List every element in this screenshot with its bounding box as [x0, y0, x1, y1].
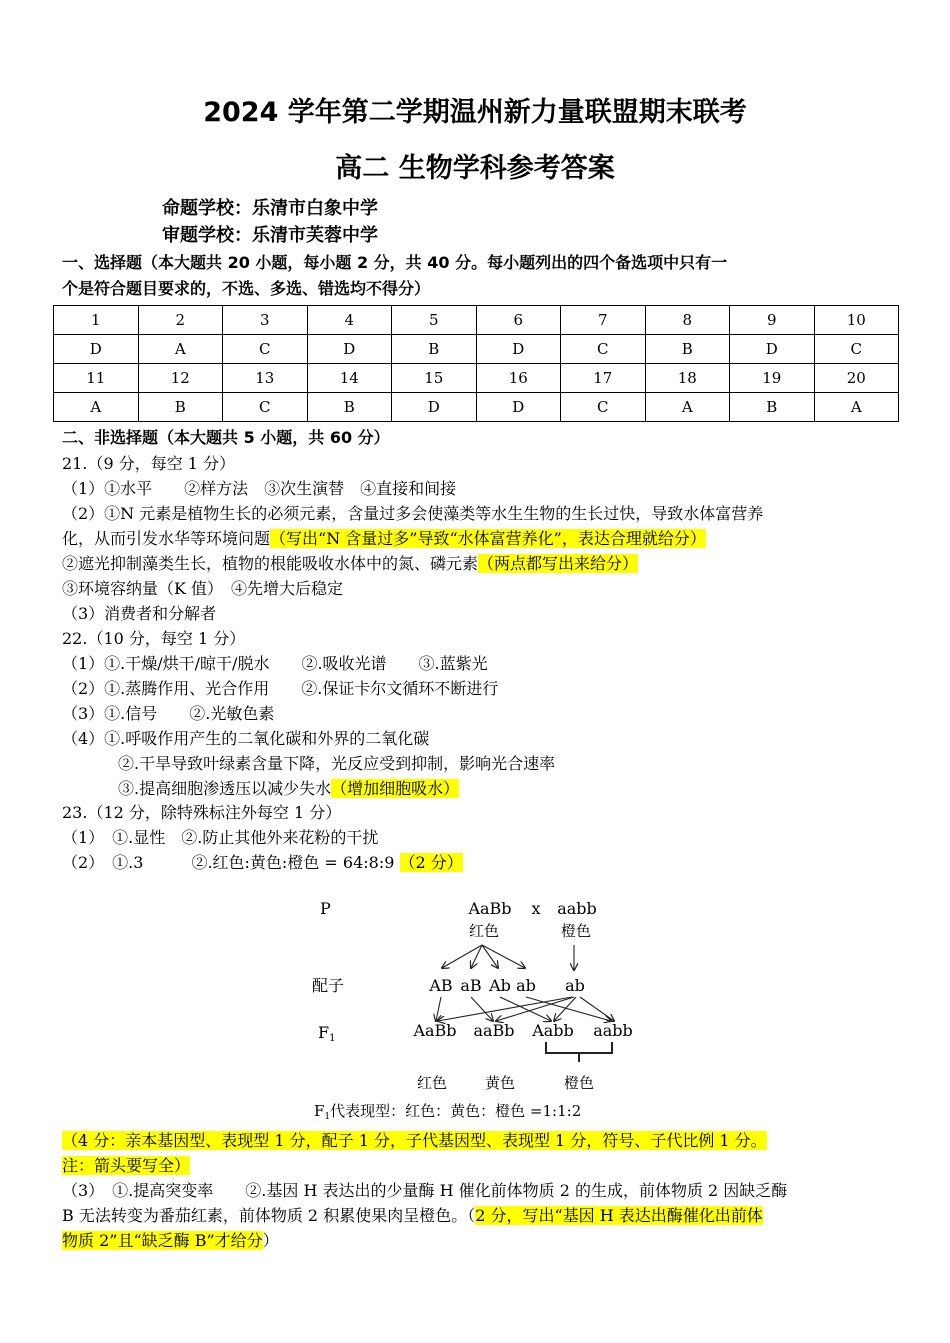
arrow-g4 — [526, 997, 611, 1021]
q23-a3-line1: （3） ①.提高突变率 ②.基因 H 表达出的少量酶 H 催化前体物质 2 的生成，前体物质 2 因缺乏酶 — [62, 1181, 788, 1200]
answer-cell: C — [814, 335, 899, 364]
q21-a2-line2-highlight: （写出“N 含量过多”导致“水体富营养化”，表达合理就给分） — [270, 529, 706, 548]
question-number-cell: 15 — [392, 364, 477, 393]
arrow-g5 — [438, 997, 572, 1021]
answer-cell: A — [645, 393, 730, 422]
question-number-cell: 2 — [138, 306, 223, 335]
gamete-Ab: Ab — [489, 976, 511, 995]
section1-heading-line2: 个是符合题目要求的，不选、多选、错选均不得分） — [62, 279, 431, 298]
offspring-aaBb: aaBb — [473, 1021, 515, 1040]
answer-cell: B — [138, 393, 223, 422]
arrow-g2 — [471, 997, 493, 1021]
answer-cell: A — [54, 393, 139, 422]
answer-cell: A — [138, 335, 223, 364]
q23-a3-line3-highlight: 物质 2”且“缺乏酶 B”才给分 — [62, 1231, 263, 1250]
q21-a2-line4: ③环境容纳量（K 值） ④先增大后稳定 — [62, 579, 344, 598]
parent-arrows — [442, 945, 574, 970]
question-number-cell: 5 — [392, 306, 477, 335]
question-number-cell: 14 — [307, 364, 392, 393]
cross-symbol: x — [531, 899, 541, 918]
q22-head: 22.（10 分，每空 1 分） — [62, 629, 246, 648]
q23-note-line2: 注：箭头要写全） — [62, 1156, 191, 1175]
q21-a2-line1: （2）①N 元素是植物生长的必须元素，含量过多会使藻类等水生生物的生长过快，导致水体富营养 — [62, 504, 764, 523]
q23-a2-highlight: （2 分） — [399, 853, 463, 872]
answer-cell: D — [307, 335, 392, 364]
gamete-aB: aB — [460, 976, 482, 995]
question-number-row — [54, 306, 899, 335]
f1-label: F1 — [318, 1023, 336, 1044]
arrow-p-ab3 — [482, 945, 498, 968]
section1-heading — [62, 250, 892, 302]
q23-a3-line2-highlight: 2 分，写出“基因 H 表达出酶催化出前体 — [475, 1206, 763, 1225]
answer-cell: C — [223, 393, 308, 422]
question-number-cell: 8 — [645, 306, 730, 335]
answer-cell: D — [54, 335, 139, 364]
q22-a1: （1）①.干燥/烘干/晾干/脱水 ②.吸收光谱 ③.蓝紫光 — [62, 654, 488, 673]
question-number-row — [54, 364, 899, 393]
arrow-g7 — [554, 997, 576, 1021]
arrow-g1 — [436, 997, 441, 1021]
section2-heading: 二、非选择题（本大题共 5 小题，共 60 分） — [62, 428, 390, 447]
q23-a3-line3 — [62, 1229, 279, 1253]
answer-cell: D — [476, 393, 561, 422]
offspring-aabb: aabb — [593, 1021, 633, 1040]
q23-a1: （1） ①.显性 ②.防止其他外来花粉的干扰 — [62, 828, 379, 847]
q22-a2: （2）①.蒸腾作用、光合作用 ②.保证卡尔文循环不断进行 — [62, 679, 499, 698]
answer-cell: B — [730, 393, 815, 422]
reviewer-school: 审题学校：乐清市芙蓉中学 — [162, 225, 378, 246]
q21-a2-line3-text: ②遮光抑制藻类生长，植物的根能吸收水体中的氮、磷元素 — [62, 554, 479, 573]
q23-head: 23.（12 分，除特殊标注外每空 1 分） — [62, 803, 342, 822]
question-number-cell: 7 — [561, 306, 646, 335]
q23-a3-line3-tail: ） — [262, 1231, 279, 1250]
question-number-cell: 19 — [730, 364, 815, 393]
question-number-cell: 17 — [561, 364, 646, 393]
page-title: 2024 学年第二学期温州新力量联盟期末联考 — [203, 97, 747, 128]
q21-a3: （3）消费者和分解者 — [62, 604, 217, 623]
question-number-cell: 1 — [54, 306, 139, 335]
q22-a4-3 — [118, 777, 459, 801]
gamete-label: 配子 — [312, 976, 345, 995]
answer-cell: B — [392, 335, 477, 364]
arrow-p-ab4 — [482, 945, 525, 968]
q23-a3-line2-text: B 无法转变为番茄红素，前体物质 2 积累使果肉呈橙色。（ — [62, 1206, 476, 1225]
p-label: P — [320, 899, 331, 918]
q23-a2-text: （2） ①.3 ②.红色:黄色:橙色 = 64:8:9 — [62, 853, 395, 872]
gamete-arrows — [436, 997, 614, 1021]
q22-a3: （3）①.信号 ②.光敏色素 — [62, 704, 275, 723]
q22-a4-3-text: ③.提高细胞渗透压以减少失水 — [118, 779, 332, 798]
pheno-red: 红色 — [416, 1074, 448, 1092]
offspring-bracket — [546, 1042, 612, 1062]
q21-head: 21.（9 分，每空 1 分） — [62, 454, 236, 473]
q21-a2-line2-text: 化，从而引发水华等环境问题 — [62, 529, 271, 548]
gamete-ab-1: ab — [516, 976, 536, 995]
answer-cell: C — [561, 335, 646, 364]
offspring-Aabb: Aabb — [532, 1021, 574, 1040]
page-subtitle: 高二 生物学科参考答案 — [335, 153, 615, 184]
question-number-cell: 6 — [476, 306, 561, 335]
offspring-AaBb: AaBb — [413, 1021, 457, 1040]
q23-note — [62, 1128, 767, 1178]
q22-a4-3-highlight: （增加细胞吸水） — [331, 779, 460, 798]
q22-a4-2: ②.干旱导致叶绿素含量下降，光反应受到抑制，影响光合速率 — [118, 754, 556, 773]
question-number-cell: 13 — [223, 364, 308, 393]
answer-cell: C — [561, 393, 646, 422]
answer-cell: C — [223, 335, 308, 364]
gamete-ab-2: ab — [565, 976, 585, 995]
parent1-phenotype: 红色 — [468, 922, 500, 940]
answer-cell: B — [645, 335, 730, 364]
question-number-cell: 3 — [223, 306, 308, 335]
question-number-cell: 9 — [730, 306, 815, 335]
setter-school: 命题学校：乐清市白象中学 — [162, 198, 378, 219]
pheno-orange: 橙色 — [563, 1074, 595, 1092]
q21-a1: （1）①水平 ②样方法 ③次生演替 ④直接和间接 — [62, 479, 457, 498]
question-number-cell: 12 — [138, 364, 223, 393]
question-number-cell: 16 — [476, 364, 561, 393]
q22-a4-1: （4）①.呼吸作用产生的二氧化碳和外界的二氧化碳 — [62, 729, 430, 748]
gamete-AB: AB — [429, 976, 453, 995]
question-number-cell: 4 — [307, 306, 392, 335]
section1-heading-line1: 一、选择题（本大题共 20 小题，每小题 2 分，共 40 分。每小题列出的四个备选项中只有一 — [62, 253, 728, 272]
answer-cell: B — [307, 393, 392, 422]
parent2-genotype: aabb — [557, 899, 597, 918]
answer-row — [54, 393, 899, 422]
question-number-cell: 18 — [645, 364, 730, 393]
question-number-cell: 20 — [814, 364, 899, 393]
q21-a2-line3 — [62, 552, 638, 576]
answer-row — [54, 335, 899, 364]
q21-a2-line2 — [62, 527, 706, 551]
question-number-cell: 10 — [814, 306, 899, 335]
q23-a3-line2 — [62, 1204, 763, 1228]
parent1-genotype: AaBb — [468, 899, 512, 918]
parent2-phenotype: 橙色 — [560, 922, 592, 940]
q23-a2 — [62, 851, 463, 875]
answer-table — [53, 305, 899, 422]
q21-a2-line3-highlight: （两点都写出来给分） — [478, 554, 639, 573]
q23-note-line1: （4 分：亲本基因型、表现型 1 分，配子 1 分，子代基因型、表现型 1 分，符号、子代比例 1 分。 — [62, 1131, 767, 1150]
question-number-cell: 11 — [54, 364, 139, 393]
answer-cell: D — [476, 335, 561, 364]
answer-cell: A — [814, 393, 899, 422]
phenotype-ratio: $F_1$代表现型：红色：黄色：橙色 =1:1:2 — [314, 1102, 582, 1122]
answer-cell: D — [730, 335, 815, 364]
answer-cell: D — [392, 393, 477, 422]
genetic-cross-diagram — [300, 885, 660, 1125]
pheno-yellow: 黄色 — [484, 1074, 516, 1092]
